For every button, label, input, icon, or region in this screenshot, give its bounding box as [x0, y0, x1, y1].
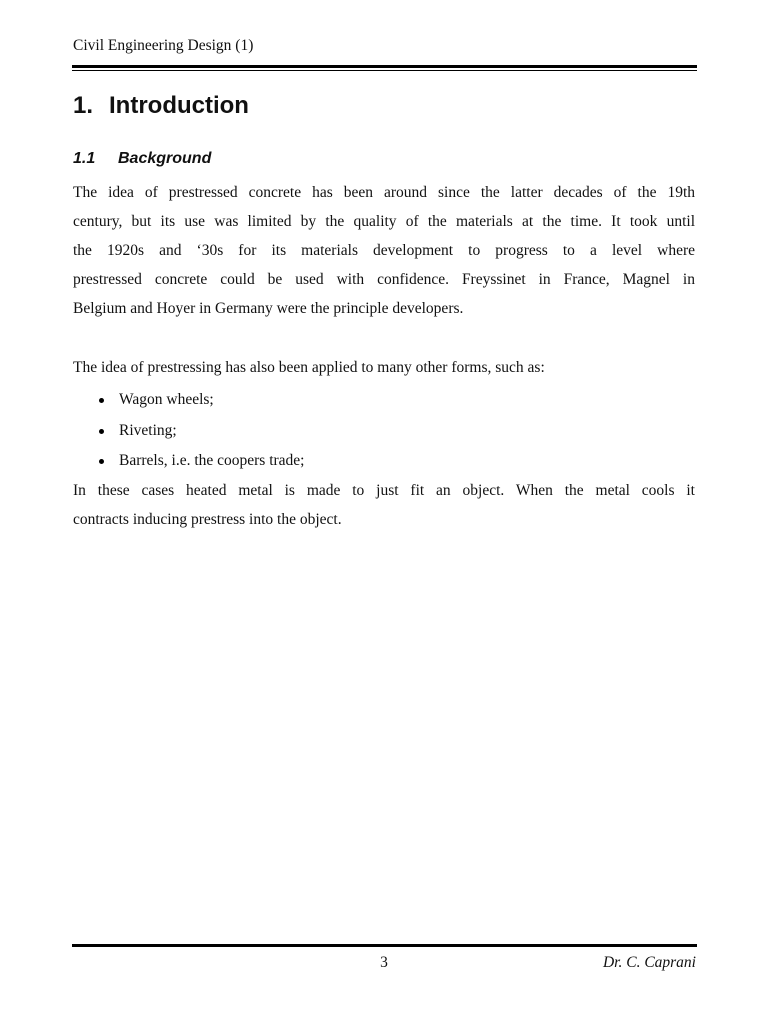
paragraph-line: The idea of prestressed concrete has been around since the latter decades of the 19th	[73, 184, 695, 201]
section-title: Background	[118, 150, 212, 167]
paragraph-background	[73, 178, 695, 323]
paragraph-heated-metal	[73, 476, 695, 534]
paragraph-line: contracts inducing prestress into the object.	[73, 511, 342, 528]
running-header: Civil Engineering Design (1)	[73, 37, 254, 54]
header-rule	[72, 65, 697, 68]
list-item: Riveting;	[73, 416, 305, 447]
bullet-icon	[99, 459, 104, 464]
bullet-icon	[99, 398, 104, 403]
section-heading	[73, 148, 211, 170]
footer-rule	[72, 944, 697, 947]
list-item: Wagon wheels;	[73, 385, 305, 416]
section-number: 1.1	[73, 150, 96, 167]
list-item: Barrels, i.e. the coopers trade;	[73, 446, 305, 477]
paragraph-line: Belgium and Hoyer in Germany were the principle developers.	[73, 300, 464, 317]
bullet-list	[73, 385, 305, 477]
paragraph-prestressing-forms	[73, 353, 695, 382]
paragraph-line: the 1920s and ‘30s for its materials development to progress to a level where	[73, 242, 695, 259]
bullet-icon	[99, 429, 104, 434]
footer-author: Dr. C. Caprani	[602, 954, 696, 971]
paragraph-line: The idea of prestressing has also been applied to many other forms, such as:	[73, 359, 545, 376]
header-rule-thin	[72, 70, 697, 71]
chapter-heading	[73, 91, 249, 121]
paragraph-line: In these cases heated metal is made to just fit an object. When the metal cools it	[73, 482, 695, 499]
chapter-title: Introduction	[109, 92, 249, 119]
paragraph-line: prestressed concrete could be used with confidence. Freyssinet in France, Magnel in	[73, 271, 695, 288]
chapter-number: 1.	[73, 92, 94, 119]
paragraph-line: century, but its use was limited by the quality of the materials at the time. It took until	[73, 213, 695, 230]
page-number: 3	[380, 954, 388, 971]
